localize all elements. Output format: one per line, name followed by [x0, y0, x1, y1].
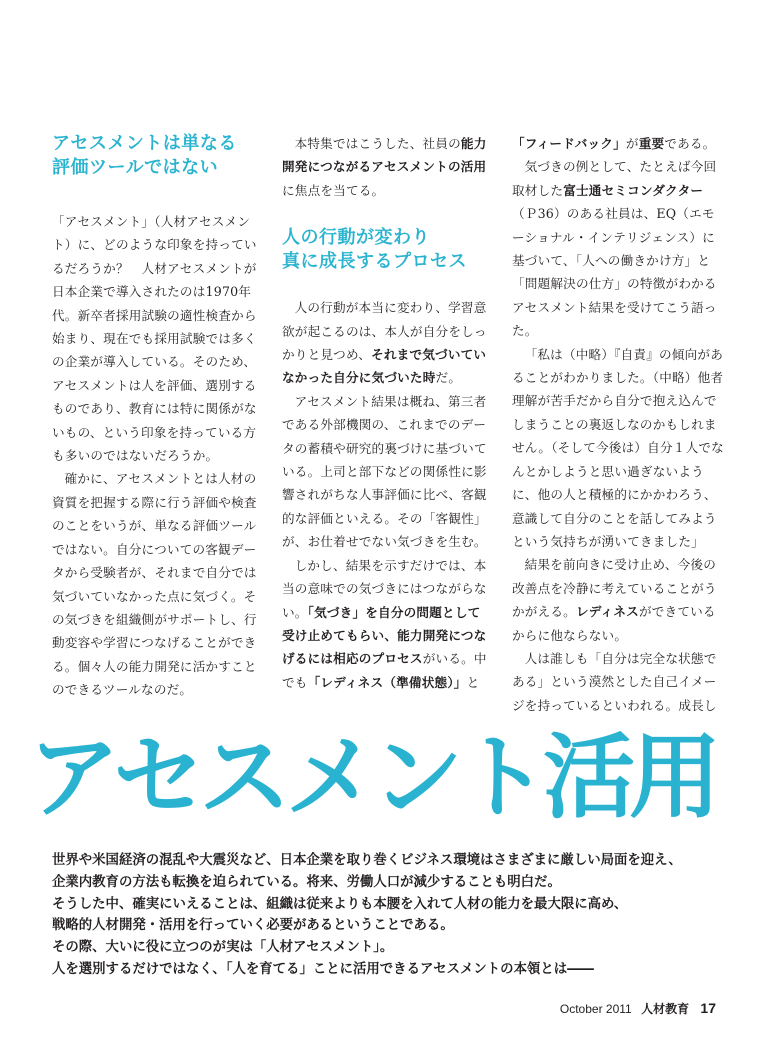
lead-line: 戦略的人材開発・活用を行っていく必要があるということである。	[52, 918, 454, 934]
quote-paragraph: 「私は（中略）『自責』の傾向があることがわかりました。（中略）他者理解が苦手だから自分で抱え込んでしまうことの裏返しなのかもしれません。（そして今後は）自分１人でなんとかしようと思い過ぎないように、他の人と積極的にかかわろう、意識して自分のことを話してみようという気持ちが湧いてきました」	[512, 346, 724, 549]
lead-line: 人を選別するだけではなく、「人を育てる」ことに活用できるアセスメントの本領とは――	[52, 961, 594, 977]
section-heading-2	[282, 226, 492, 274]
paragraph: 気づきの例として、たとえば今回取材した富士通セミコンダクター（Ｐ36）のある社員は、EQ（エモーショナル・インテリジェンス）に基づいて、「人への働きかけ方」と「問題解決の仕方」の特徴がわかるアセスメント結果を受けてこう語った。	[512, 159, 717, 339]
lead-line: その際、大いに役に立つのが実は「人材アセスメント」。	[52, 940, 394, 956]
paragraph: アセスメント結果は概ね、第三者である外部機関の、これまでのデータの蓄積や研究的裏づけに基づいている。上司と部下などの関係性に影響されがちな人事評価に比べ、客観的な評価といえる。その「客観性」が、お仕着せでない気づきを生む。	[282, 393, 487, 550]
paragraph: しかし、結果を示すだけでは、本当の意味での気づきにはつながらない。「気づき」を自分の問題として受け止めてもらい、能力開発につなげるには相応のプロセスがいる。中でも「レディネス（準備状態）」と	[282, 557, 487, 690]
emphasis: それまで気づいていなかった自分に気づいた時	[282, 347, 487, 386]
section-heading-2-line-2: 真に成長するプロセス	[282, 251, 467, 273]
emphasis: 「気づき」を自分の問題として受け止めてもらい、能力開発につなげるには相応のプロセス	[282, 604, 487, 667]
section-heading-1-line-2: 評価ツールではない	[52, 157, 219, 178]
emphasis: 富士通セミコンダクター	[563, 182, 704, 198]
lead-line: 企業内教育の方法も転換を迫られている。将来、労働人口が減少することも明白だ。	[52, 874, 561, 890]
section-heading-1	[52, 132, 260, 180]
lead-line: そうした中、確実にいえることは、組織は従来よりも本腰を入れて人材の能力を最大限に高め、	[52, 896, 628, 912]
lead-text	[52, 850, 732, 981]
paragraph: 結果を前向きに受け止め、今後の改善点を冷静に考えていることがうかがえる。レディネスができているからに他ならない。	[512, 557, 717, 643]
section-heading-2-line-1: 人の行動が変わり	[282, 227, 430, 249]
paragraph: 本特集ではこうした、社員の能力開発につながるアセスメントの活用に焦点を当てる。	[282, 136, 487, 198]
magazine-name: 人材教育	[641, 1002, 690, 1016]
paragraph: 確かに、アセスメントとは人材の資質を把握する際に行う評価や検査のことをいうが、単なる評価ツールではない。自分についての客観データから受験者が、それまで自分では気づいていなかった点に気づく。その気づきを組織側がサポートし、行動変容や学習につなげることができる。個々人の能力開発に活かすことのできるツールなのだ。	[52, 471, 257, 698]
article-column-2	[282, 132, 492, 694]
emphasis: 「フィードバック」	[512, 136, 626, 151]
article-column-1	[52, 132, 260, 702]
section-heading-1-line-1: アセスメントは単なる	[52, 133, 237, 154]
feature-title: アセスメント活用	[28, 724, 716, 831]
emphasis: レディネス	[575, 604, 639, 620]
emphasis: 能力開発につながるアセスメントの活用	[282, 136, 487, 175]
emphasis: 「レディネス（準備状態）」	[307, 674, 467, 690]
paragraph: 人の行動が本当に変わり、学習意欲が起こるのは、本人が自分をしっかりと見つめ、それまで気づいていなかった自分に気づいた時だ。	[282, 300, 487, 386]
article-column-3	[512, 132, 724, 717]
lead-line: 世界や米国経済の混乱や大震災など、日本企業を取り巻くビジネス環境はさまざまに厳しい局面を迎え、	[52, 853, 682, 868]
page-number: 17	[700, 1000, 716, 1016]
paragraph: 人は誰しも「自分は完全な状態である」という漠然とした自己イメージを持っているといわれる。成長し	[512, 650, 717, 713]
emphasis: 重要	[638, 136, 665, 151]
paragraph: 「フィードバック」が重要である。	[512, 136, 716, 151]
paragraph: 「アセスメント」（人材アセスメント）に、どのような印象を持っているだろうか？ 人材アセスメントが日本企業で導入されたのは1970年代。新卒者採用試験の適性検査から始まり、現在でも採用試験では多くの企業が導入している。そのため、アセスメントは人を評価、選別するものであり、教育には特に関係がないもの、という印象を持っている方も多いのではないだろうか。	[52, 214, 257, 464]
page-footer	[560, 1000, 716, 1017]
issue-date: October 2011	[559, 1002, 632, 1016]
